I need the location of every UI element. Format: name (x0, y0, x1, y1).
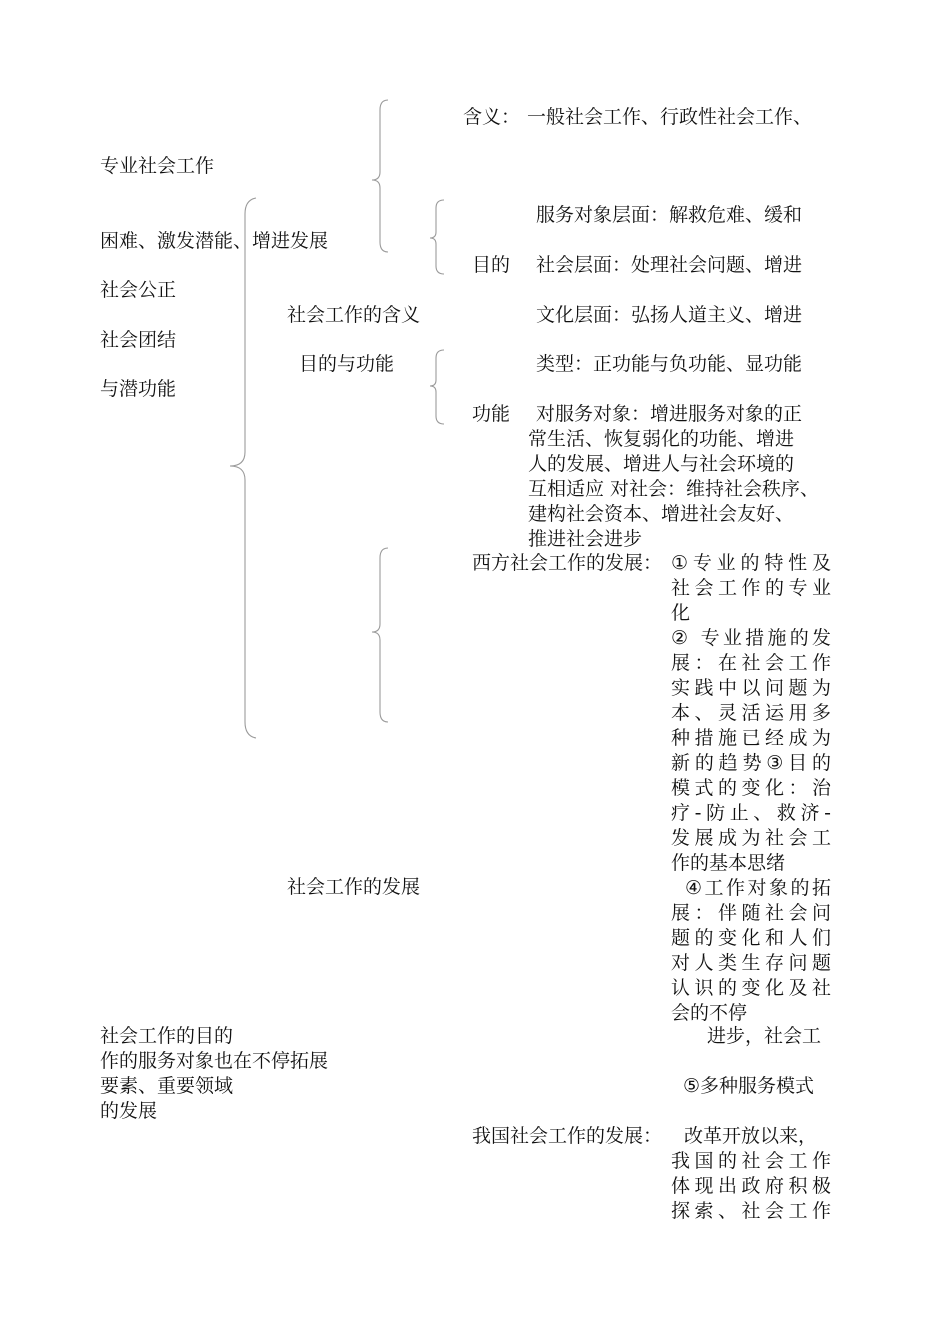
western-line: 实践中以问题为 (671, 677, 831, 699)
china-development-detail (671, 1149, 831, 1224)
function-line: 人的发展、增进人与社会环境的 (528, 453, 795, 475)
function-line: 建构社会资本、增进社会友好、 (528, 503, 795, 525)
western-line: ①专业的特性及 (671, 552, 831, 574)
meaning-text: 一般社会工作、行政性社会工作、 (527, 106, 813, 128)
service-objects-text: 作的服务对象也在不停拓展 (100, 1050, 329, 1072)
purpose-of-social-work-text: 社会工作的目的 (100, 1025, 234, 1047)
function-line: 推进社会进步 (528, 528, 643, 550)
purpose-label: 目的 (472, 254, 511, 276)
purpose-client-level: 服务对象层面：解救危难、缓和 (536, 204, 803, 226)
brace-function (430, 350, 444, 424)
china-first-line: 改革开放以来， (684, 1125, 818, 1147)
purpose-function-heading: 目的与功能 (299, 353, 395, 375)
western-line: 化 (671, 602, 691, 624)
western-line: 新的趋势③目的 (671, 752, 831, 774)
multi-service-mode: ⑤多种服务模式 (683, 1075, 815, 1097)
social-justice-text: 社会公正 (100, 279, 177, 301)
western-line: 认识的变化及社 (671, 977, 831, 999)
of-development-text: 的发展 (100, 1100, 158, 1122)
china-line: 我国的社会工作 (671, 1150, 831, 1172)
function-label: 功能 (472, 403, 511, 425)
western-line: 种措施已经成为 (671, 727, 831, 749)
development-heading: 社会工作的发展 (287, 876, 421, 898)
western-line: 模式的变化：治 (671, 777, 831, 799)
brace-meaning (372, 100, 388, 252)
china-line: 探索、社会工作 (671, 1200, 831, 1222)
progress-line: 进步，社会工 (707, 1025, 822, 1047)
western-line: 疗-防止、救济- (671, 802, 831, 824)
meaning-label: 含义： (463, 106, 521, 128)
meaning-heading: 社会工作的含义 (287, 304, 421, 326)
purpose-cultural-level: 文化层面：弘扬人道主义、增进 (536, 304, 803, 326)
western-line: 会的不停 (671, 1002, 748, 1024)
brace-purpose (430, 200, 444, 274)
function-line: 对服务对象：增进服务对象的正 (536, 403, 803, 425)
function-line: 互相适应 对社会：维持社会秩序、 (528, 478, 820, 500)
western-line: 社会工作的专业 (671, 577, 831, 599)
professional-social-work-label: 专业社会工作 (100, 155, 215, 177)
western-line: 展：在社会工作 (671, 652, 831, 674)
western-line: ④工作对象的拓 (685, 877, 831, 899)
western-line: 展：伴随社会问 (671, 902, 831, 924)
western-line: 作的基本思绪 (671, 852, 786, 874)
western-development-label: 西方社会工作的发展： (472, 552, 663, 574)
china-line: 体现出政府积极 (671, 1175, 831, 1197)
china-development-label: 我国社会工作的发展： (472, 1125, 663, 1147)
brace-development (372, 548, 388, 722)
function-types: 类型：正功能与负功能、显功能 (536, 353, 803, 375)
difficulties-text: 困难、激发潜能、增进发展 (100, 230, 329, 252)
brace-main (230, 198, 256, 738)
western-line: ② 专业措施的发 (671, 627, 831, 649)
western-line: 对人类生存问题 (671, 952, 831, 974)
western-line: 本、灵活运用多 (671, 702, 831, 724)
function-detail (528, 402, 838, 552)
western-line: 发展成为社会工 (671, 827, 831, 849)
western-development-detail (671, 551, 831, 1026)
function-line: 常生活、恢复弱化的功能、增进 (528, 428, 795, 450)
purpose-social-level: 社会层面：处理社会问题、增进 (536, 254, 803, 276)
social-unity-text: 社会团结 (100, 329, 177, 351)
elements-fields-text: 要素、重要领域 (100, 1075, 234, 1097)
latent-function-text: 与潜功能 (100, 378, 177, 400)
western-line: 题的变化和人们 (671, 927, 831, 949)
